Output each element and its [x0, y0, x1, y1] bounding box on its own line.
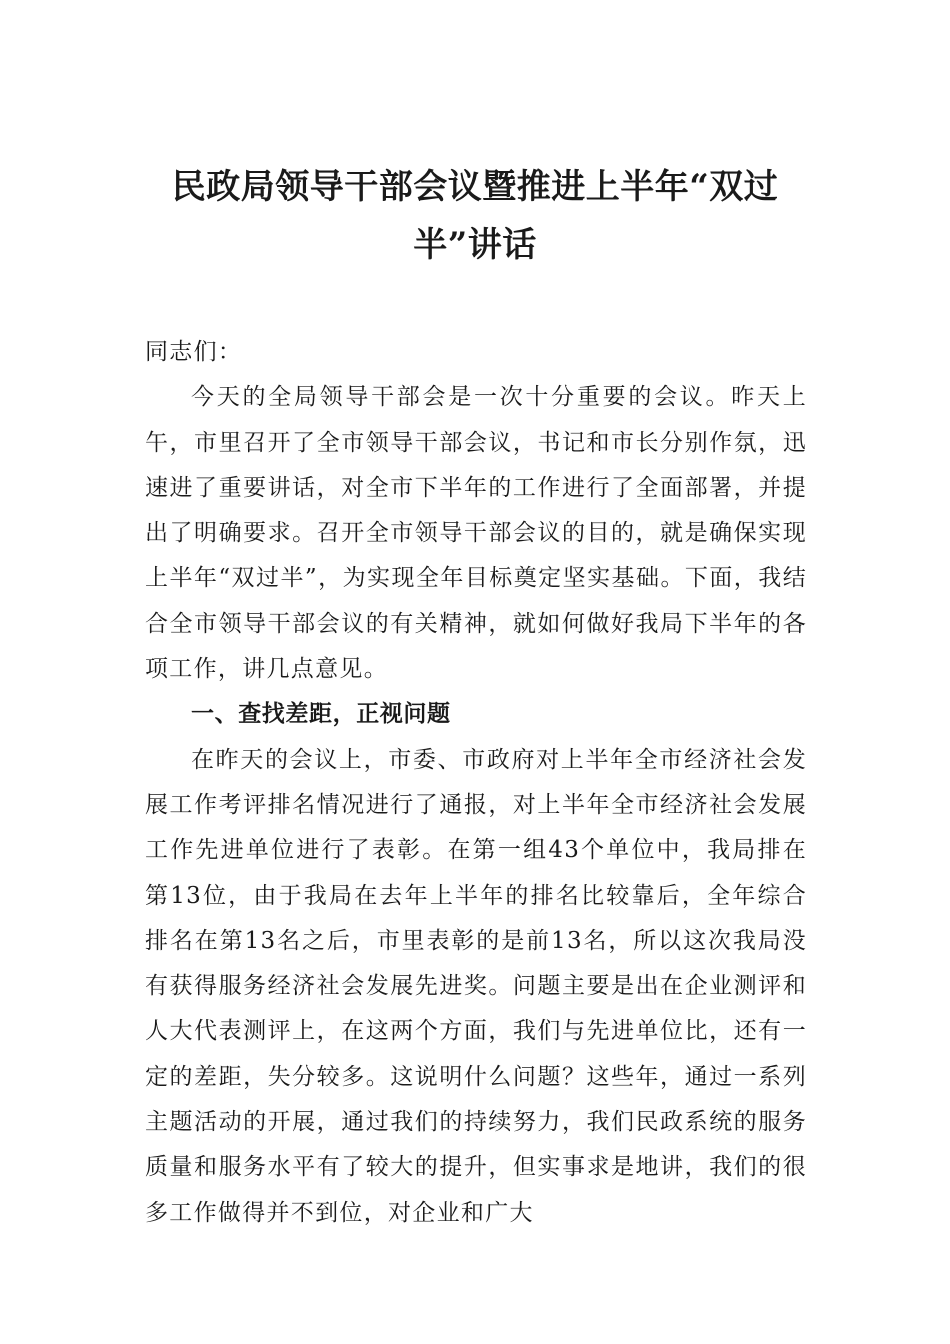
document-body: [145, 330, 807, 1236]
salutation: 同志们：: [145, 339, 243, 365]
title-line-2: 半”讲话: [413, 225, 537, 265]
paragraph-section-1: 在昨天的会议上，市委、市政府对上半年全市经济社会发展工作考评排名情况进行了通报，对上半年全市经济社会发展工作先进单位进行了表彰。在第一组43个单位中，我局排在第13位，由于我局在去年上半年的排名比较靠后，全年综合排名在第13名之后，市里表彰的是前13名，所以这次我局没有获得服务经济社会发展先进奖。问题主要是出在企业测评和人大代表测评上，在这两个方面，我们与先进单位比，还有一定的差距，失分较多。这说明什么问题？这些年，通过一系列主题活动的开展，通过我们的持续努力，我们民政系统的服务质量和服务水平有了较大的提升，但实事求是地讲，我们的很多工作做得并不到位，对企业和广大: [145, 746, 807, 1226]
section-heading-1: 一、查找差距，正视问题: [191, 701, 451, 728]
paragraph-intro: 今天的全局领导干部会是一次十分重要的会议。昨天上午，市里召开了全市领导干部会议，书记和市长分别作氛，迅速进了重要讲话，对全市下半年的工作进行了全面部署，并提出了明确要求。召开全市领导干部会议的目的，就是确保实现上半年“双过半”，为实现全年目标奠定坚实基础。下面，我结合全市领导干部会议的有关精神，就如何做好我局下半年的各项工作，讲几点意见。: [145, 384, 807, 683]
title-line-1: 民政局领导干部会议暨推进上半年“双过: [171, 167, 779, 207]
document-title: [145, 158, 805, 274]
